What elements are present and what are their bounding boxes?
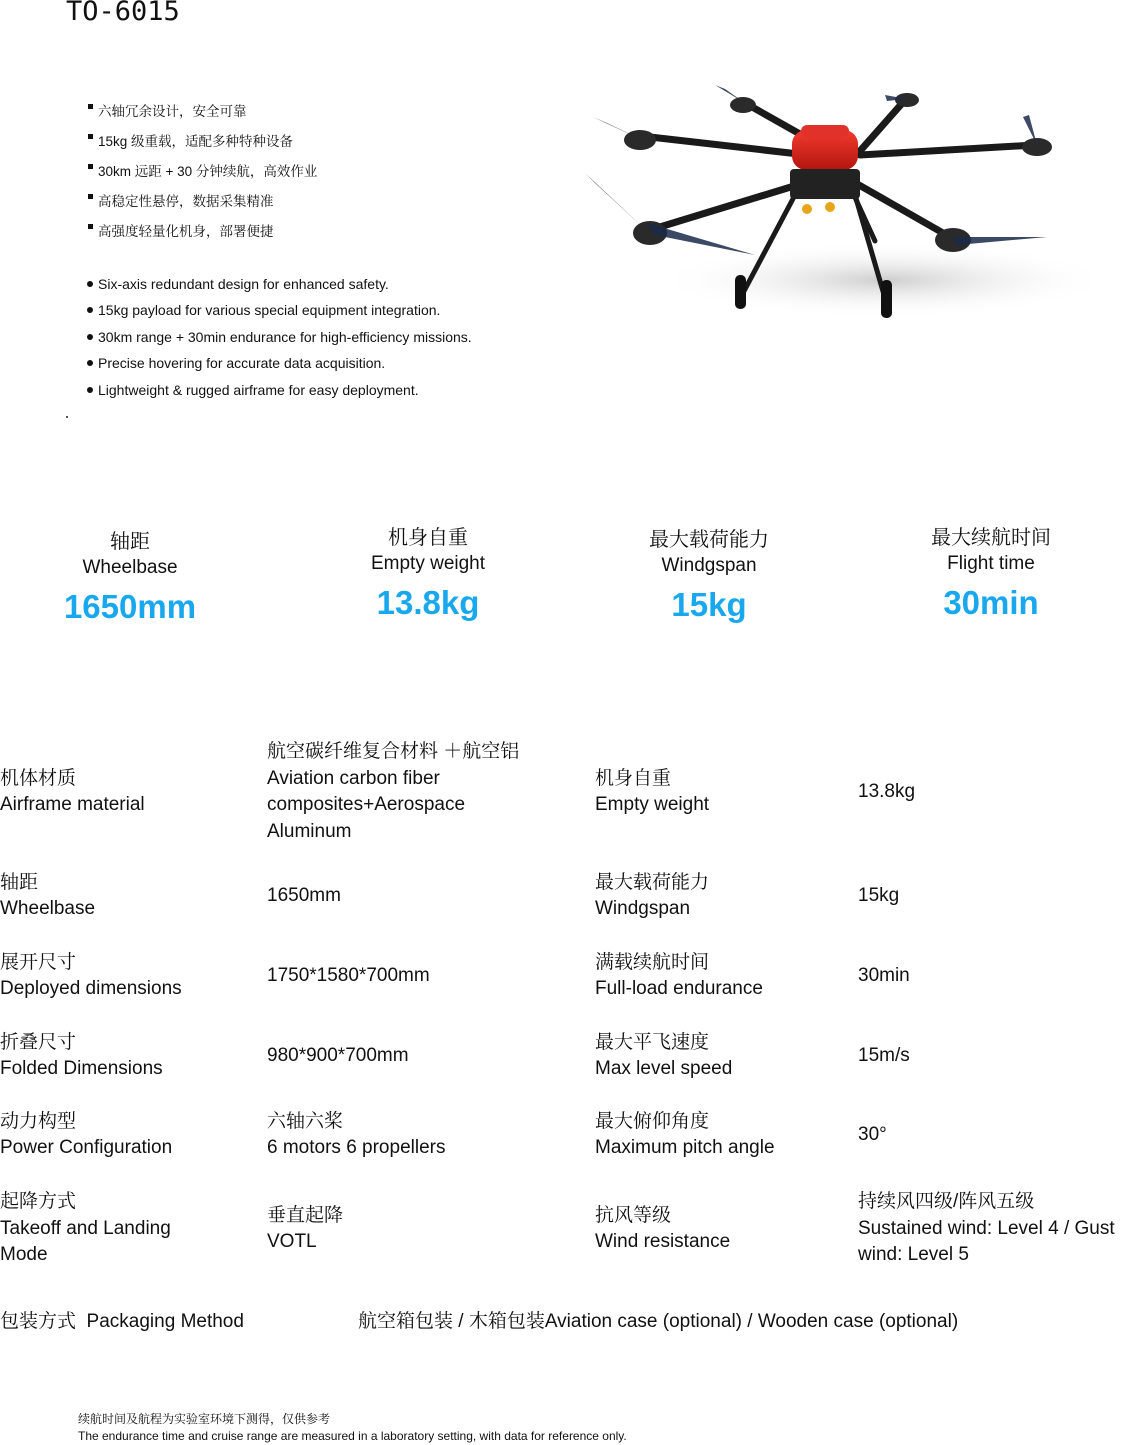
feature-cn-item: 15kg 级重载，适配多种特种设备 (86, 131, 317, 161)
stat-payload (579, 527, 839, 625)
spec-label-cn: 折叠尺寸 (0, 1031, 77, 1053)
stat-label-cn: 最大续航时间 (931, 527, 1051, 549)
spec-label (595, 948, 763, 1004)
spec-label-cn: 机身自重 (595, 767, 672, 789)
stat-label-cn: 轴距 (110, 531, 150, 553)
stat-flight-time (861, 525, 1121, 623)
spec-value-line: Aviation carbon fiber (267, 767, 440, 789)
spec-label-en: Windgspan (595, 898, 691, 919)
stray-dot (66, 416, 68, 418)
spec-value-line: 持续风四级/阵风五级 (858, 1191, 1035, 1213)
spec-label-cn: 最大俯仰角度 (595, 1110, 710, 1132)
spec-label-en: Empty weight (595, 794, 710, 815)
stat-label-cn: 最大载荷能力 (649, 529, 769, 551)
feature-en-item: Lightweight & rugged airframe for easy deployment. (86, 380, 472, 406)
footnote-en: The endurance time and cruise range are measured in a laboratory setting, with data for reference only. (78, 1429, 627, 1443)
spec-label-cn: 起降方式 (0, 1191, 77, 1213)
spec-value-line: 30° (858, 1123, 887, 1145)
spec-value-line: 六轴六桨 (267, 1110, 344, 1132)
spec-label-cn: 最大平飞速度 (595, 1031, 710, 1053)
spec-value-line: 航空碳纤维复合材料 ＋航空铝 (267, 741, 520, 762)
spec-label-en: Airframe material (0, 794, 145, 815)
stat-label-en: Empty weight (370, 553, 486, 574)
spec-label (595, 868, 709, 924)
spec-value-line: 13.8kg (858, 780, 916, 802)
feature-cn-item: 30km 远距 + 30 分钟续航，高效作业 (86, 161, 317, 191)
spec-value (267, 1028, 409, 1084)
spec-value (267, 948, 430, 1004)
spec-label (595, 1107, 775, 1163)
feature-cn-item: 高稳定性悬停，数据采集精准 (86, 191, 317, 221)
spec-value-line: VOTL (267, 1231, 317, 1252)
spec-label-cn: 最大载荷能力 (595, 871, 710, 893)
stat-label-en: Windgspan (661, 555, 757, 576)
feature-en-item: Six-axis redundant design for enhanced safety. (86, 274, 472, 300)
stat-value: 1650mm (63, 588, 197, 625)
footnote-cn: 续航时间及航程为实验室环境下测得，仅供参考 (78, 1412, 331, 1426)
spec-label-cn: 机体材质 (0, 767, 77, 789)
spec-value-line: 1750*1580*700mm (267, 964, 430, 986)
packaging-value: 航空箱包装 / 木箱包装Aviation case (optional) / Wooden case (optional) (358, 1311, 959, 1332)
stat-value: 30min (943, 584, 1039, 621)
spec-value (267, 738, 519, 846)
spec-label (595, 1188, 730, 1270)
spec-label-en: Max level speed (595, 1058, 733, 1079)
model-title: TO-6015 (66, 0, 180, 27)
spec-value-line: 15kg (858, 884, 900, 906)
stat-label-en: Wheelbase (82, 557, 178, 578)
spec-label (0, 948, 182, 1004)
spec-value-line: Aluminum (267, 820, 352, 842)
spec-label (0, 1188, 171, 1270)
spec-value-line: Sustained wind: Level 4 / Gust (858, 1217, 1115, 1239)
spec-label (595, 738, 709, 846)
feature-en-item: 15kg payload for various special equipment integration. (86, 300, 472, 326)
drone-image (585, 65, 1110, 335)
spec-label-en: Full-load endurance (595, 978, 763, 999)
spec-value (858, 1107, 887, 1163)
spec-value (267, 868, 341, 924)
packaging-label: 包装方式 Packaging Method (0, 1311, 244, 1332)
spec-label (0, 738, 145, 846)
spec-value-line: composites+Aerospace (267, 794, 466, 815)
spec-value (267, 1107, 445, 1163)
spec-value-line: 1650mm (267, 884, 341, 906)
spec-label (0, 1028, 163, 1084)
spec-value (858, 948, 910, 1004)
feature-list-en (86, 274, 472, 406)
spec-value (858, 738, 915, 846)
spec-label-en: Mode (0, 1244, 48, 1266)
spec-label-en: Wheelbase (0, 898, 96, 919)
stat-wheelbase (0, 529, 260, 627)
spec-value (858, 868, 899, 924)
spec-label-en: Takeoff and Landing (0, 1217, 171, 1239)
footnote (78, 1411, 627, 1445)
stat-value: 15kg (671, 586, 747, 623)
spec-value-line: 垂直起降 (267, 1204, 344, 1226)
spec-label-en: Deployed dimensions (0, 978, 182, 999)
spec-value-line: 30min (858, 964, 910, 986)
spec-label (0, 868, 95, 924)
spec-label-cn: 满载续航时间 (595, 951, 710, 973)
spec-value (858, 1028, 910, 1084)
feature-en-item: 30km range + 30min endurance for high-efficiency missions. (86, 327, 472, 353)
stray-mark (64, 404, 67, 415)
spec-value-line: wind: Level 5 (858, 1244, 969, 1266)
spec-value-line: 15m/s (858, 1044, 910, 1066)
spec-label-en: Power Configuration (0, 1137, 173, 1158)
spec-label-en: Maximum pitch angle (595, 1137, 775, 1158)
feature-en-item: Precise hovering for accurate data acquisition. (86, 353, 472, 379)
stat-empty-weight (298, 525, 558, 623)
spec-value (858, 1188, 1115, 1270)
stat-label-en: Flight time (947, 553, 1035, 574)
spec-value-line: 6 motors 6 propellers (267, 1137, 446, 1158)
spec-label-cn: 动力构型 (0, 1110, 77, 1132)
stat-label-cn: 机身自重 (388, 527, 468, 549)
spec-label-cn: 展开尺寸 (0, 951, 77, 973)
spec-label (595, 1028, 732, 1084)
spec-label-en: Wind resistance (595, 1231, 731, 1252)
feature-list-cn (86, 101, 317, 251)
spec-label-en: Folded Dimensions (0, 1058, 163, 1079)
spec-label-cn: 轴距 (0, 871, 39, 893)
feature-cn-item: 高强度轻量化机身，部署便捷 (86, 221, 317, 251)
spec-label-cn: 抗风等级 (595, 1204, 672, 1226)
spec-value-line: 980*900*700mm (267, 1044, 409, 1066)
spec-label (0, 1107, 172, 1163)
spec-value (267, 1188, 343, 1270)
stat-value: 13.8kg (376, 584, 480, 621)
feature-cn-item: 六轴冗余设计，安全可靠 (86, 101, 317, 131)
